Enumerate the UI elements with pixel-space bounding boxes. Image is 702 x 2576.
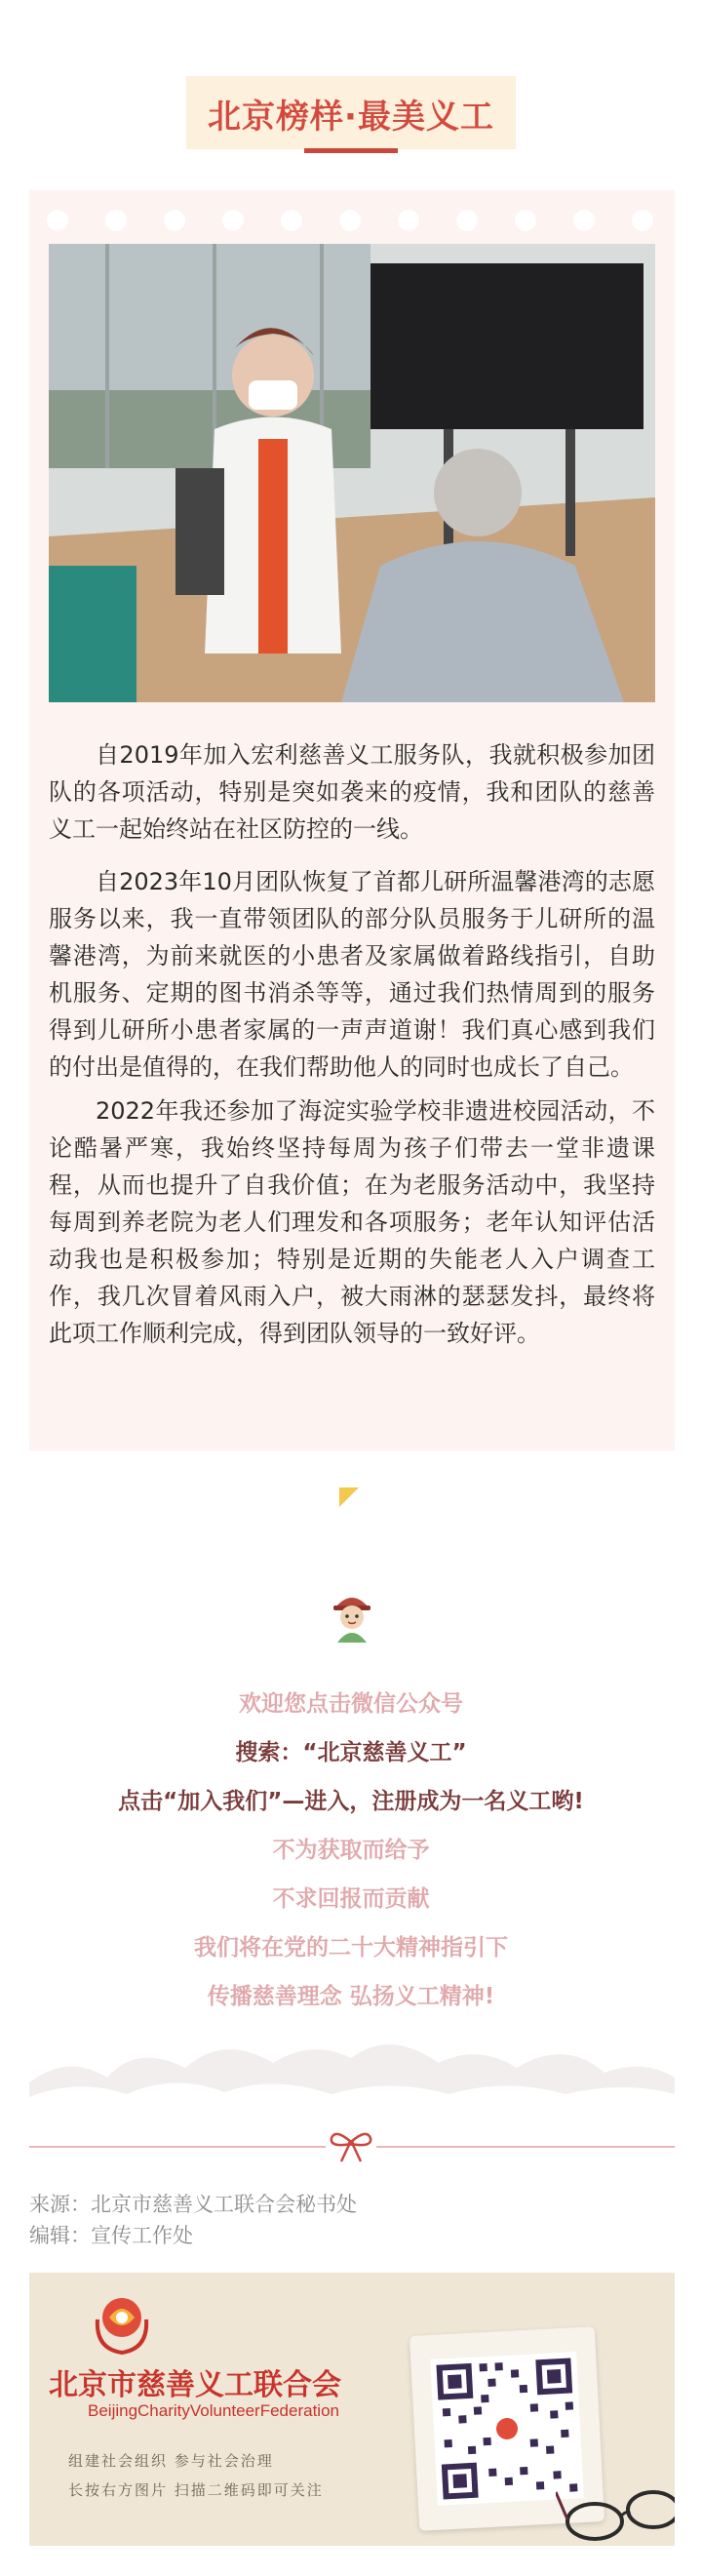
article-paragraph: 自2023年10月团队恢复了首都儿研所温馨港湾的志愿服务以来，我一直带领团队的部分队员服务于儿研所的温馨港湾，为前来就医的小患者及家属做着路线指引，自助机服务、定期的图书消杀等等，通过我们热情周到的服务得到儿研所小患者家属的一声声道谢！我们真心感到我们的付出是值得的，在我们帮助他人的同时也成长了自己。 [49,868,655,1081]
federation-name: 北京市慈善义工联合会 [49,2369,341,2401]
federation-logo-icon [88,2290,156,2355]
page-title: 北京榜样·最美义工 [186,76,516,149]
article-card [29,190,675,1450]
article-photo [49,244,655,702]
title-wrapper [0,76,702,149]
glasses-icon [556,2473,675,2546]
editor-text: 编辑：宣传工作处 [29,2224,193,2247]
cta-line: 传播慈善理念 弘扬义工精神! [207,1984,495,2009]
volunteer-mascot-icon [330,1588,374,1643]
federation-english-name: BeijingCharityVolunteerFederation [88,2401,339,2420]
card-dot-border [29,210,675,231]
cloud-decoration [29,2024,675,2112]
source-text: 来源：北京市慈善义工联合会秘书处 [29,2193,357,2216]
cta-join-line: 点击“加入我们”—进入，注册成为一名义工哟! [118,1789,584,1814]
article-paragraph: 2022年我还参加了海淀实验学校非遗进校园活动，不论酷暑严寒，我始终坚持每周为孩子们带去一堂非遗课程，从而也提升了自我价值；在为老服务活动中，我坚持每周到养老院为老人们理发和各项服务；老年认知评估活动我也是积极参加；特别是近期的失能老人入户调查工作，我几次冒着风雨入户，被大雨淋的瑟瑟发抖，最终将此项工作顺利完成，得到团队领导的一致好评。 [49,1097,655,1347]
article-paragraph: 自2019年加入宏利慈善义工服务队，我就积极参加团队的各项活动，特别是突如袭来的疫情，我和团队的慈善义工一起始终站在社区防控的一线。 [49,741,655,843]
federation-banner [29,2273,675,2546]
cta-line: 我们将在党的二十大精神指引下 [194,1935,508,1961]
title-underline [304,148,398,153]
banner-instruction: 长按右方图片 扫描二维码即可关注 [68,2481,324,2499]
cta-line: 欢迎您点击微信公众号 [239,1691,463,1717]
corner-arrow-icon [339,1487,359,1507]
banner-slogan: 组建社会组织 参与社会治理 [68,2452,274,2470]
cta-line: 不求回报而贡献 [272,1886,430,1912]
bow-icon [326,2126,376,2165]
cta-line: 不为获取而给予 [272,1838,430,1863]
cta-search-line: 搜索：“北京慈善义工” [235,1740,467,1765]
